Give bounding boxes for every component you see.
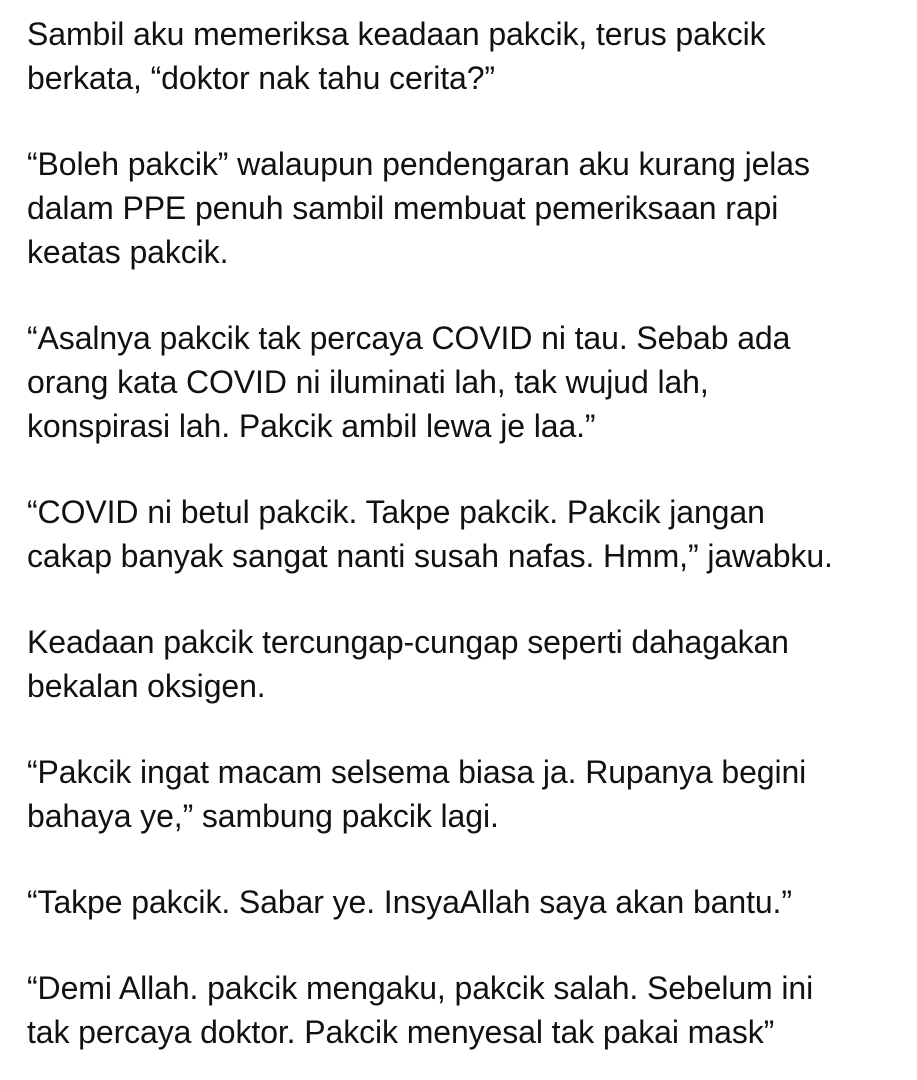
paragraph	[27, 490, 897, 578]
text-line: “COVID ni betul pakcik. Takpe pakcik. Pakcik jangan	[27, 494, 765, 530]
text-line: bekalan oksigen.	[27, 668, 266, 704]
text-line: cakap banyak sangat nanti susah nafas. Hmm,” jawabku.	[27, 538, 833, 574]
text-line: tak percaya doktor. Pakcik menyesal tak pakai mask”	[27, 1014, 775, 1050]
paragraph	[27, 750, 897, 838]
paragraph	[27, 142, 897, 274]
text-line: “Demi Allah. pakcik mengaku, pakcik salah. Sebelum ini	[27, 970, 814, 1006]
text-line: dalam PPE penuh sambil membuat pemeriksaan rapi	[27, 190, 779, 226]
paragraph	[27, 12, 897, 100]
paragraph	[27, 880, 897, 924]
text-line: “Takpe pakcik. Sabar ye. InsyaAllah saya akan bantu.”	[27, 884, 792, 920]
paragraph	[27, 316, 897, 448]
text-line: Sambil aku memeriksa keadaan pakcik, terus pakcik	[27, 16, 766, 52]
text-line: bahaya ye,” sambung pakcik lagi.	[27, 798, 499, 834]
text-line: “Asalnya pakcik tak percaya COVID ni tau. Sebab ada	[27, 320, 791, 356]
document-body	[27, 12, 897, 1054]
text-line: keatas pakcik.	[27, 234, 229, 270]
text-line: berkata, “doktor nak tahu cerita?”	[27, 60, 495, 96]
paragraph	[27, 966, 897, 1054]
text-line: “Pakcik ingat macam selsema biasa ja. Rupanya begini	[27, 754, 807, 790]
text-line: “Boleh pakcik” walaupun pendengaran aku kurang jelas	[27, 146, 810, 182]
text-line: konspirasi lah. Pakcik ambil lewa je laa.”	[27, 408, 596, 444]
text-line: orang kata COVID ni iluminati lah, tak wujud lah,	[27, 364, 709, 400]
paragraph	[27, 620, 897, 708]
text-line: Keadaan pakcik tercungap-cungap seperti dahagakan	[27, 624, 789, 660]
